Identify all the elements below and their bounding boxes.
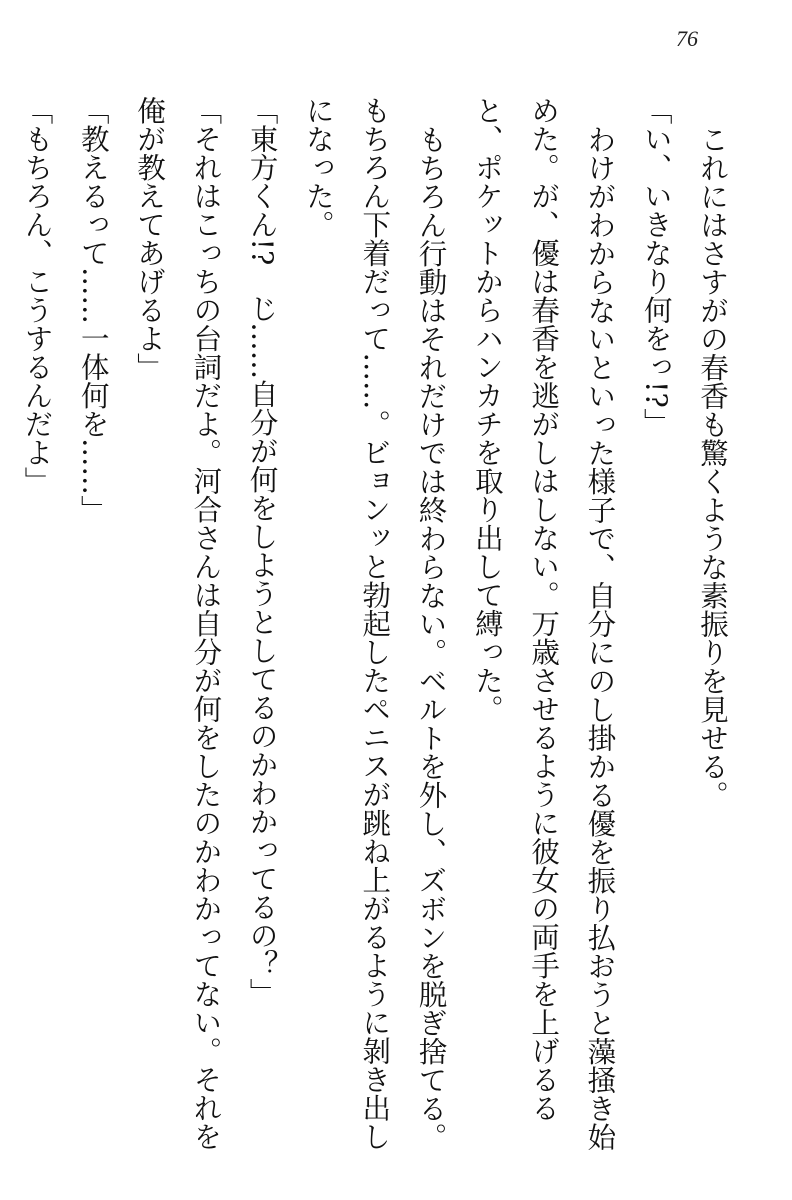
page-number: 76 [676,26,698,51]
dialogue-2: 「東方くん!? じ……自分が何をしようとしてるのかわかってるの？」 [245,96,279,1007]
paragraph-1: これにはさすがの春香も驚くような素振りを見せる。 [696,124,729,809]
paragraph-4 [0,96,8,1176]
body-text [0,96,740,1176]
dialogue-5: 「もちろん、こうするんだよ」 [20,96,54,495]
dialogue-1: 「い、いきなり何をっ!?」 [639,96,673,437]
dialogue-4: 「教えるって……一体何を……」 [76,96,110,524]
paragraph-2: わけがわからないといった様子で、自分にのし掛かる優を振り払おうと藻掻き始めた。が、優は春香を逃がしはしない。万歳させるように彼女の両手を上げるると、ポケットからハンカチを取り出して縛った。 [470,96,617,1151]
paragraph-3: もちろん行動はそれだけでは終わらない。ベルトを外し、ズボンを脱ぎ捨てる。もちろん下着だって……。ビョンッと勃起したペニスが跳ね上がるように剝き出しになった。 [301,96,448,1151]
dialogue-3: 「それはこっちの台詞だよ。河合さんは自分が何をしたのかわかってない。それを俺が教えてあげるよ」 [133,96,223,1151]
